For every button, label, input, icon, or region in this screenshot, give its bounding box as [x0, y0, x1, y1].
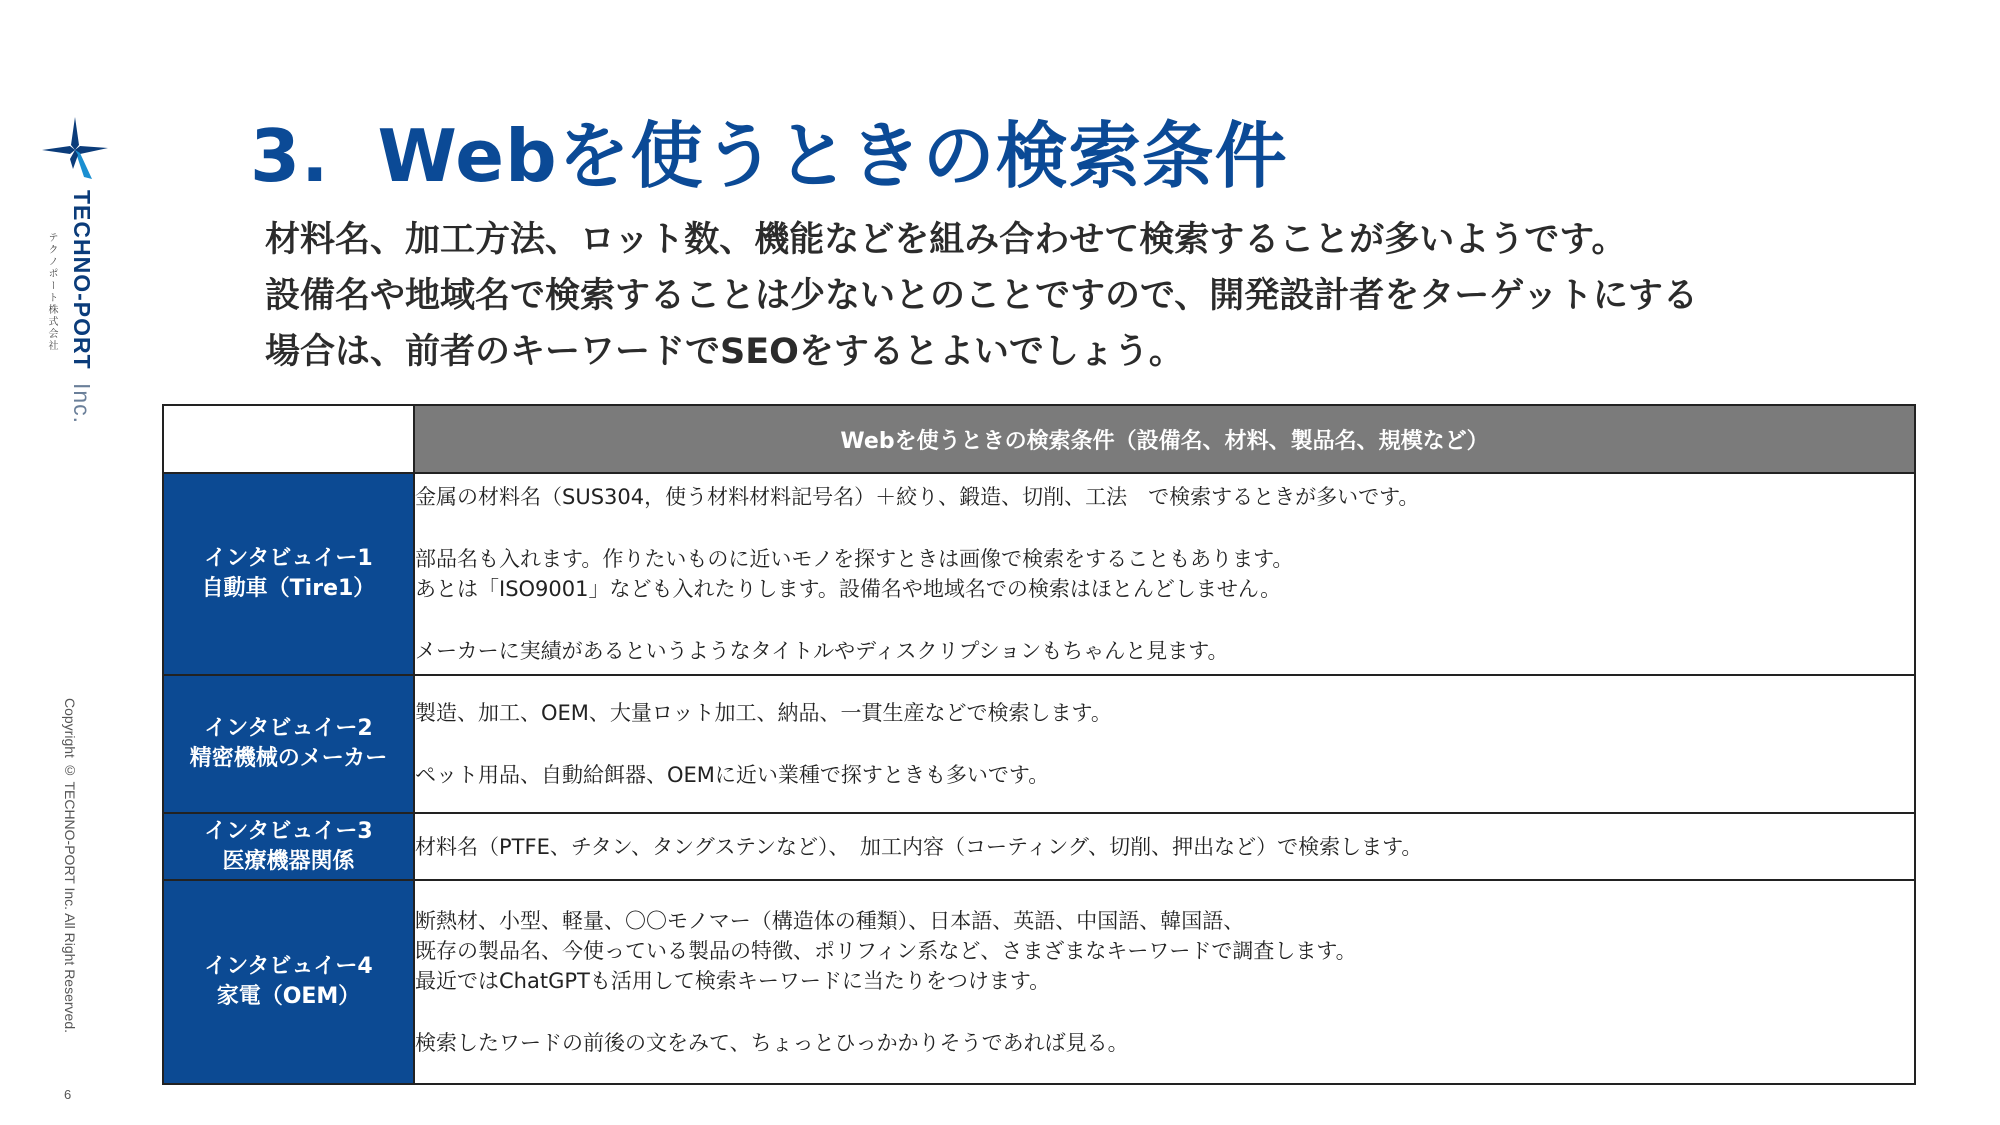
content-line: 既存の製品名、今使っている製品の特徴、ポリフィン系など、さまざまなキーワードで調査します。 [415, 939, 1357, 963]
interview-content [414, 880, 1915, 1084]
content-line: 断熱材、小型、軽量、〇〇モノマー（構造体の種類）、日本語、英語、中国語、韓国語、 [415, 909, 1245, 933]
section-title: Webを使うときの検索条件 [377, 114, 1288, 198]
interviewee-industry: 精密機械のメーカー [189, 746, 388, 771]
section-number: 3. [250, 114, 330, 198]
company-suffix: Inc. [69, 383, 95, 425]
table-row [163, 813, 1915, 880]
page-number: 6 [64, 1087, 72, 1102]
intro-line: 場合は、前者のキーワードでSEOをするとよいでしょう。 [265, 332, 1184, 372]
company-logo-icon [40, 115, 110, 185]
content-line: メーカーに実績があるというようなタイトルやディスクリプションもちゃんと見ます。 [415, 639, 1229, 663]
table-row [163, 675, 1915, 813]
interviewee-label [163, 473, 414, 675]
content-line: 最近ではChatGPTも活用して検索キーワードに当たりをつけます。 [415, 969, 1051, 993]
company-name-vertical [68, 190, 95, 424]
company-name-jp: テクノポート株式会社 [46, 232, 57, 352]
intro-line: 設備名や地域名で検索することは少ないとのことですので、開発設計者をターゲットにする [265, 276, 1698, 316]
search-conditions-table [162, 404, 1916, 1085]
content-line: あとは「ISO9001」なども入れたりします。設備名や地域名での検索はほとんどしません。 [415, 577, 1282, 601]
table-corner-cell [163, 405, 414, 473]
interviewee-name: インタビュイー4 [204, 954, 373, 979]
content-line: 部品名も入れます。作りたいものに近いモノを探すときは画像で検索をすることもあります。 [415, 547, 1294, 571]
interviewee-label [163, 813, 414, 880]
intro-line: 材料名、加工方法、ロット数、機能などを組み合わせて検索することが多いようです。 [265, 220, 1627, 260]
company-name: TECHNO-PORT [69, 190, 95, 370]
table-row [163, 880, 1915, 1084]
interviewee-label [163, 675, 414, 813]
interviewee-name: インタビュイー2 [204, 716, 373, 741]
table-header-row [163, 405, 1915, 473]
content-line: 検索したワードの前後の文をみて、ちょっとひっかかりそうであれば見る。 [415, 1031, 1129, 1055]
intro-paragraph [265, 212, 1965, 380]
table-row [163, 473, 1915, 675]
content-line: 製造、加工、OEM、大量ロット加工、納品、一貫生産などで検索します。 [415, 701, 1112, 725]
content-line: 金属の材料名（SUS304，使う材料材料記号名）＋絞り、鍛造、切削、工法 で検索するときが多いです。 [415, 485, 1420, 509]
interview-content [414, 473, 1915, 675]
content-line: 材料名（PTFE、チタン、タングステンなど）、 加工内容（コーティング、切削、押出など）で検索します。 [415, 834, 1423, 859]
content-line: ペット用品、自動給餌器、OEMに近い業種で探すときも多いです。 [415, 763, 1050, 787]
interviewee-label [163, 880, 414, 1084]
interviewee-industry: 医療機器関係 [222, 848, 355, 874]
interviewee-industry: 自動車（Tire1） [201, 576, 376, 601]
interviewee-name: インタビュイー3 [204, 818, 373, 844]
interviewee-industry: 家電（OEM） [216, 984, 361, 1009]
page-title [250, 98, 1288, 202]
table-header: Webを使うときの検索条件（設備名、材料、製品名、規模など） [414, 405, 1915, 473]
interview-content [414, 813, 1915, 880]
interview-content [414, 675, 1915, 813]
interviewee-name: インタビュイー1 [204, 546, 373, 571]
copyright-notice: Copyright © TECHNO-PORT Inc. All Right Reserved. [62, 698, 78, 1033]
